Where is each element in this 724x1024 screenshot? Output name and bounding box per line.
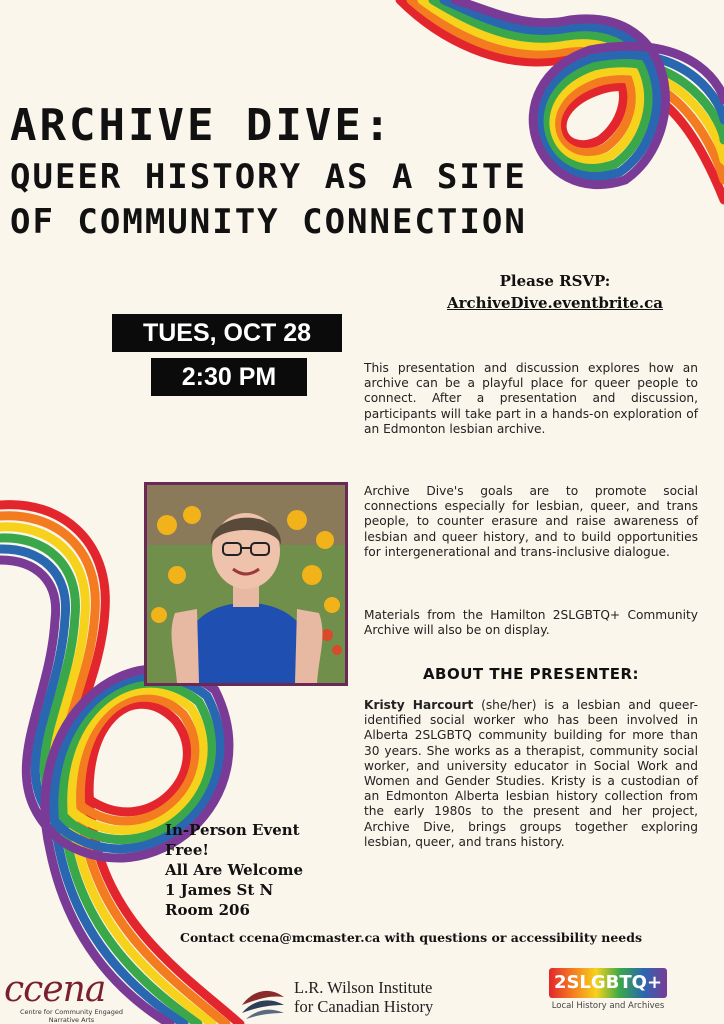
venue-info: [165, 820, 303, 920]
event-title: ARCHIVE DIVE:: [10, 100, 394, 151]
wilson-emblem-icon: [240, 975, 286, 1019]
wilson-institute-logo: [240, 970, 460, 1024]
description-paragraph-3: Materials from the Hamilton 2SLGBTQ+ Community Archive will also be on display.: [364, 608, 698, 638]
ccena-logo: [4, 969, 149, 1024]
presenter-photo: [144, 482, 348, 686]
wilson-line-2: for Canadian History: [294, 997, 434, 1016]
venue-line-5: Room 206: [165, 901, 250, 919]
event-subtitle: QUEER HISTORY AS A SITE OF COMMUNITY CONNECTION: [10, 157, 527, 242]
ccena-wordmark: ccena: [4, 969, 106, 1010]
archive-subtitle: Local History and Archives: [551, 1001, 665, 1011]
presenter-bio-text: (she/her) is a lesbian and queer-identified social worker who has been involved in Alberta 2SLGBTQ community building for more than 30 years. She works as a therapist, community social worker, and university educator in Social Work and Women and Gender Studies. Kristy is a custodian of an Edmonton Alberta lesbian history collection from the early 1980s to the present and her project, Archive Dive, brings groups together exploring lesbian, queer, and trans history.: [364, 698, 698, 849]
venue-line-4: 1 James St N: [165, 881, 274, 899]
venue-line-1: In-Person Event: [165, 821, 300, 839]
event-time: 2:30 PM: [151, 358, 307, 396]
about-presenter-heading: ABOUT THE PRESENTER:: [422, 665, 640, 683]
rsvp-label: Please RSVP:: [499, 272, 611, 290]
event-date: TUES, OCT 28: [112, 314, 342, 352]
wilson-line-1: L.R. Wilson Institute: [294, 978, 433, 997]
ccena-subtitle: Centre for Community Engaged Narrative Arts: [19, 1008, 124, 1024]
presenter-bio: [364, 698, 698, 850]
contact-line: Contact ccena@mcmaster.ca with questions or accessibility needs: [180, 930, 643, 945]
description-paragraph-2: Archive Dive's goals are to promote social connections especially for lesbian, queer, and trans people, to counter erasure and raise awareness of lesbian and queer history, and to build opportunities for intergenerational and trans-inclusive dialogue.: [364, 484, 698, 559]
2slgbtq-archives-logo: [543, 968, 673, 1022]
venue-line-3: All Are Welcome: [165, 861, 303, 879]
description-paragraph-1: This presentation and discussion explores how an archive can be a playful place for queer people to connect. After a presentation and discussion, participants will take part in a hands-on exploration of an Edmonton lesbian archive.: [364, 361, 698, 436]
venue-line-2: Free!: [165, 841, 209, 859]
rsvp-link[interactable]: ArchiveDive.eventbrite.ca: [447, 294, 663, 312]
presenter-name: Kristy Harcourt: [364, 698, 474, 712]
rsvp-block: [395, 270, 715, 314]
archive-badge: 2SLGBTQ+: [549, 968, 667, 998]
